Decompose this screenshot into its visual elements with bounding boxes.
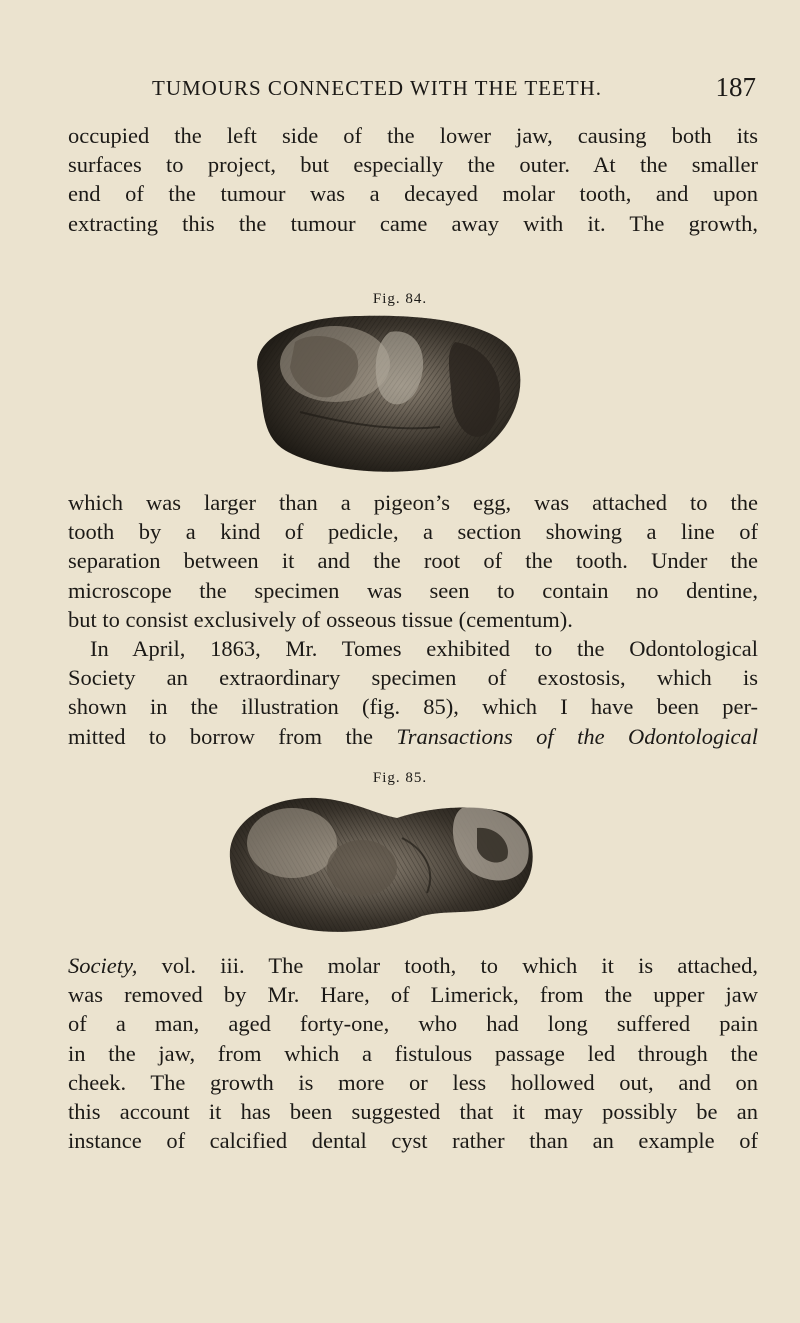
text-line: which was larger than a pigeon’s egg, was attached to the <box>68 490 758 515</box>
text-line: tooth by a kind of pedicle, a section showing a line of <box>68 519 758 545</box>
text-line: shown in the illustration (fig. 85), which I have been per- <box>68 694 758 720</box>
text-line: was removed by Mr. Hare, of Limerick, from the upper jaw <box>68 982 758 1008</box>
text-run: vol. iii. The molar tooth, to which it is attached, <box>137 953 758 978</box>
text-line: instance of calcified dental cyst rather than an example of <box>68 1128 758 1154</box>
text-run: mitted to borrow from the <box>68 723 397 749</box>
figure-84-illustration <box>240 312 530 474</box>
figure-85-label: Fig. 85. <box>372 770 428 786</box>
figure-84-label: Fig. 84. <box>372 291 428 307</box>
text-line: Society an extraordinary specimen of exostosis, which is <box>68 665 758 691</box>
page-number: 187 <box>715 72 756 102</box>
text-line: microscope the specimen was seen to contain no dentine, <box>68 577 758 603</box>
journal-title-continued: Society, <box>68 953 138 978</box>
figure-85-illustration <box>222 788 542 938</box>
text-line: separation between it and the root of the tooth. Under the <box>68 548 758 574</box>
text-line: occupied the left side of the lower jaw, causing both its <box>68 123 758 148</box>
paragraph-1 <box>68 121 758 238</box>
text-line: end of the tumour was a decayed molar tooth, and upon <box>68 181 758 207</box>
text-line: surfaces to project, but especially the outer. At the smaller <box>68 152 758 178</box>
text-line <box>68 951 758 980</box>
text-line: but to consist exclusively of osseous tissue (cementum). <box>68 606 573 632</box>
text-line: this account it has been suggested that it may possibly be an <box>68 1099 758 1125</box>
page-header <box>66 72 756 110</box>
journal-title: Transactions of the Odontological <box>396 723 759 749</box>
text-line: extracting this the tumour came away with it. The growth, <box>68 210 758 236</box>
paragraph-3 <box>68 634 758 751</box>
text-line: cheek. The growth is more or less hollowed out, and on <box>68 1069 758 1095</box>
paragraph-2 <box>68 488 758 634</box>
paragraph-4 <box>68 951 758 1155</box>
running-title: TUMOURS CONNECTED WITH THE TEETH. <box>152 76 603 100</box>
text-line: in the jaw, from which a fistulous passage led through the <box>68 1040 758 1066</box>
text-line: of a man, aged forty-one, who had long suffered pain <box>68 1011 758 1037</box>
text-line <box>68 722 758 751</box>
text-line: In April, 1863, Mr. Tomes exhibited to the Odontological <box>90 636 758 661</box>
